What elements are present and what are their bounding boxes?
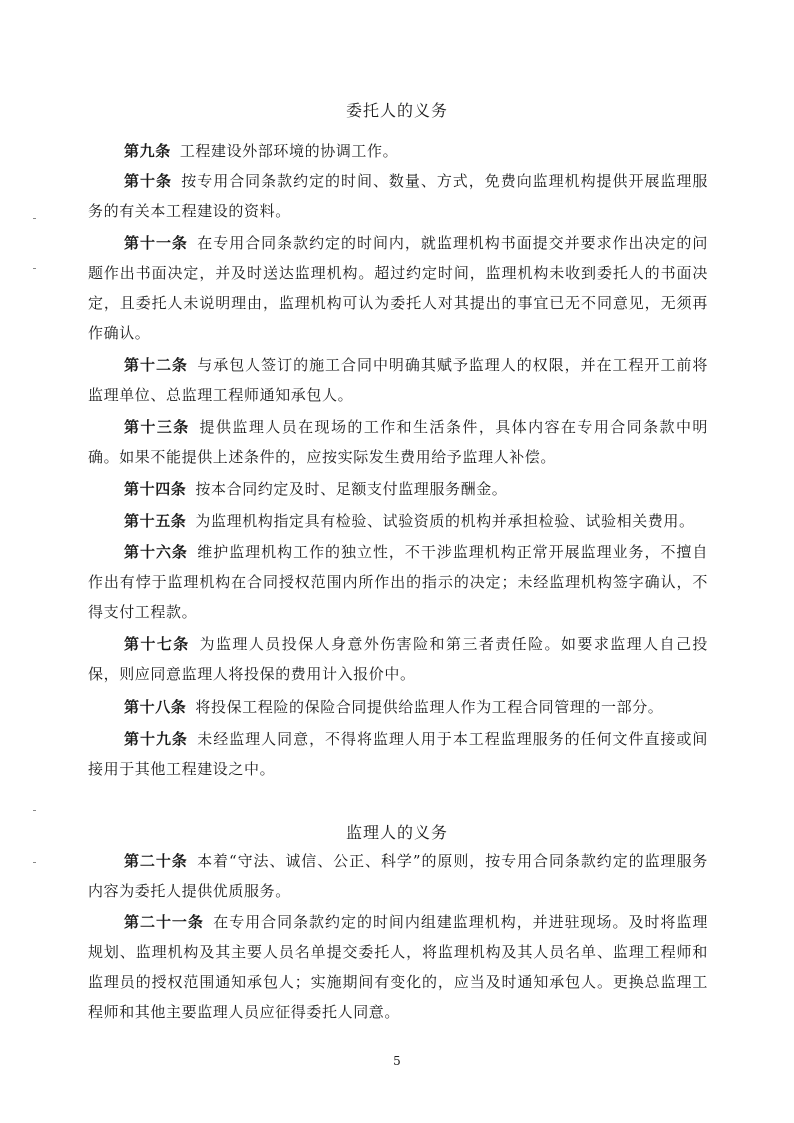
clause-19 (88, 724, 708, 784)
clause-text: 在专用合同条款约定的时间内组建监理机构，并进驻现场。及时将监理规划、监理机构及其主要人员名单提交委托人，将监理机构及其人员名单、监理工程师和监理员的授权范围通知承包人；实施期间有变化的，应当及时通知承包人。更换总监理工程师和其他主要监理人员应征得委托人同意。 (88, 913, 708, 1021)
clause-number: 第十七条 (124, 635, 190, 653)
clause-9 (88, 136, 708, 166)
clause-text: 将投保工程险的保险合同提供给监理人作为工程合同管理的一部分。 (195, 698, 664, 716)
clause-number: 第二十一条 (124, 913, 204, 931)
clause-number: 第十一条 (124, 234, 188, 252)
scan-mark (33, 810, 36, 811)
clause-text: 提供监理人员在现场的工作和生活条件，具体内容在专用合同条款中明确。如果不能提供上述条件的，应按实际发生费用给予监理人补偿。 (88, 418, 708, 466)
clause-text: 按本合同约定及时、足额支付监理服务酬金。 (195, 480, 508, 498)
clause-13 (88, 412, 708, 472)
clause-text: 在专用合同条款约定的时间内，就监理机构书面提交并要求作出决定的问题作出书面决定，并及时送达监理机构。超过约定时间，监理机构未收到委托人的书面决定，且委托人未说明理由，监理机构可认为委托人对其提出的事宜已无不同意见，无须再作确认。 (88, 234, 708, 342)
clause-number: 第十三条 (124, 418, 190, 436)
clause-11 (88, 228, 708, 348)
clause-text: 按专用合同条款约定的时间、数量、方式，免费向监理机构提供开展监理服务的有关本工程建设的资料。 (88, 172, 708, 220)
clause-10 (88, 166, 708, 226)
clause-number: 第十条 (124, 172, 172, 190)
clause-number: 第十八条 (124, 698, 187, 716)
clause-text: 与承包人签订的施工合同中明确其赋予监理人的权限，并在工程开工前将监理单位、总监理工程师通知承包人。 (88, 356, 708, 404)
scan-mark (33, 862, 36, 863)
clause-15 (88, 506, 708, 536)
page-number: 5 (393, 1054, 401, 1068)
clause-text: 工程建设外部环境的协调工作。 (179, 142, 399, 160)
clause-17 (88, 629, 708, 689)
clause-14 (88, 474, 708, 504)
clause-text: 维护监理机构工作的独立性，不干涉监理机构正常开展监理业务，不擅自作出有悖于监理机构在合同授权范围内所作出的指示的决定；未经监理机构签字确认，不得支付工程款。 (88, 543, 708, 621)
scan-mark (33, 218, 36, 219)
clause-16 (88, 537, 708, 627)
clause-text: 为监理机构指定具有检验、试验资质的机构并承担检验、试验相关费用。 (195, 512, 695, 530)
clause-21 (88, 907, 708, 1027)
clause-12 (88, 350, 708, 410)
clause-text: 本着“守法、诚信、公正、科学”的原则，按专用合同条款约定的监理服务内容为委托人提供优质服务。 (88, 852, 708, 900)
section-title-supervisor-obligations: 监理人的义务 (345, 823, 448, 842)
clause-number: 第十五条 (124, 512, 187, 530)
clause-number: 第十九条 (124, 730, 188, 748)
section-title-client-obligations: 委托人的义务 (345, 101, 448, 120)
clause-18 (88, 692, 708, 722)
clause-number: 第九条 (124, 142, 171, 160)
clause-number: 第十六条 (124, 543, 188, 561)
clause-text: 为监理人员投保人身意外伤害险和第三者责任险。如要求监理人自己投保，则应同意监理人将投保的费用计入报价中。 (88, 635, 708, 683)
scan-mark (33, 268, 36, 269)
clause-number: 第十二条 (124, 356, 188, 374)
clause-text: 未经监理人同意，不得将监理人用于本工程监理服务的任何文件直接或间接用于其他工程建设之中。 (88, 730, 708, 778)
clause-number: 第二十条 (124, 852, 188, 870)
clause-20 (88, 846, 708, 906)
clause-number: 第十四条 (124, 480, 187, 498)
